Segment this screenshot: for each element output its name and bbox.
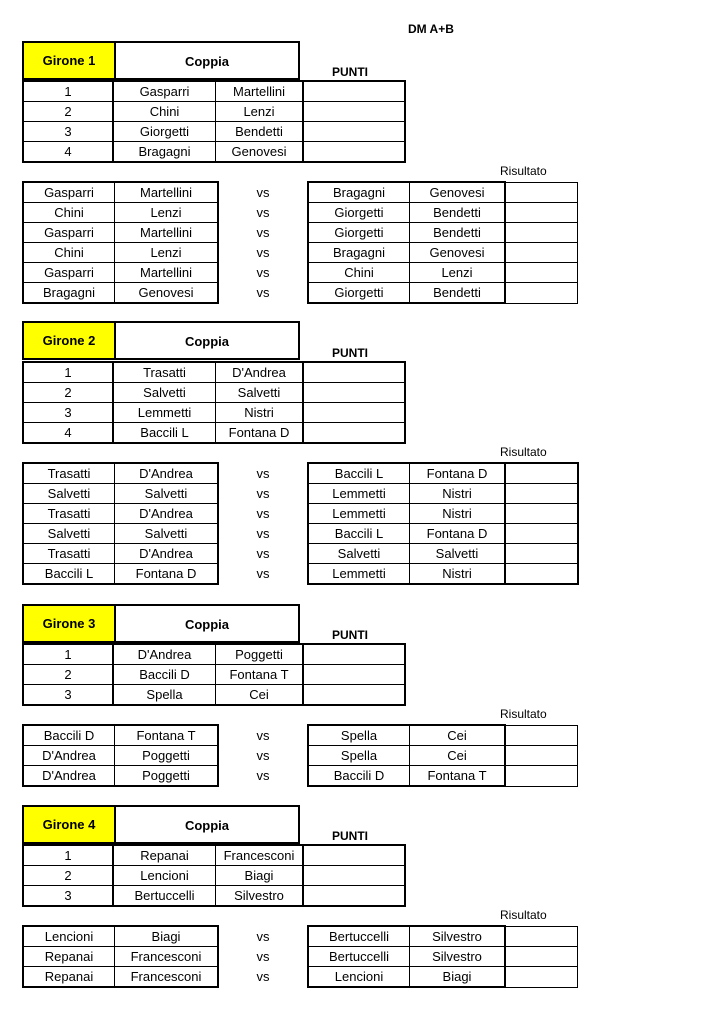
- points-cell: [303, 362, 405, 383]
- player-name: Giorgetti: [113, 122, 216, 142]
- vs-label: vs: [256, 184, 270, 200]
- player-name: Martellini: [216, 81, 304, 102]
- away-player: Giorgetti: [308, 203, 410, 223]
- home-player: D'Andrea: [23, 766, 115, 787]
- result-cell: [505, 564, 578, 585]
- home-player: Gasparri: [23, 182, 115, 203]
- away-player: Silvestro: [410, 926, 506, 947]
- table-row: [23, 665, 405, 685]
- home-player: D'Andrea: [23, 746, 115, 766]
- home-player: Genovesi: [115, 283, 219, 304]
- vs-label: vs: [256, 265, 270, 280]
- result-cell: [505, 524, 578, 544]
- match-row: [23, 243, 578, 263]
- points-cell: [303, 423, 405, 444]
- table-row: [23, 685, 405, 706]
- away-player: Salvetti: [410, 544, 506, 564]
- player-name: Silvestro: [216, 886, 304, 907]
- away-player: Baccili L: [308, 524, 410, 544]
- table-row: [23, 142, 405, 163]
- away-player: Lemmetti: [308, 564, 410, 585]
- player-name: Lencioni: [113, 866, 216, 886]
- match-row: [23, 263, 578, 283]
- away-player: Nistri: [410, 504, 506, 524]
- away-player: Biagi: [410, 967, 506, 988]
- home-player: Trasatti: [23, 544, 115, 564]
- team-number: 3: [23, 685, 113, 706]
- vs-label: vs: [256, 546, 270, 561]
- team-number: 1: [23, 644, 113, 665]
- standings-table: [22, 844, 406, 907]
- table-row: [23, 362, 405, 383]
- table-row: [23, 423, 405, 444]
- away-player: Bendetti: [410, 283, 506, 304]
- player-name: Bragagni: [113, 142, 216, 163]
- coppia-header: Coppia: [184, 617, 230, 632]
- match-row: [23, 746, 578, 766]
- standings-table: [22, 361, 406, 444]
- away-player: Lemmetti: [308, 504, 410, 524]
- player-name: Cei: [216, 685, 304, 706]
- vs-label: vs: [256, 748, 270, 763]
- home-player: Martellini: [115, 182, 219, 203]
- player-name: Baccili L: [113, 423, 216, 444]
- team-number: 2: [23, 665, 113, 685]
- away-player: Giorgetti: [308, 223, 410, 243]
- away-player: Cei: [410, 746, 506, 766]
- match-row: [23, 463, 578, 484]
- away-player: Fontana T: [410, 766, 506, 787]
- result-cell: [505, 463, 578, 484]
- home-player: Salvetti: [115, 484, 219, 504]
- match-row: [23, 947, 578, 967]
- player-name: D'Andrea: [216, 362, 304, 383]
- player-name: Salvetti: [216, 383, 304, 403]
- table-row: [23, 102, 405, 122]
- home-player: Lenzi: [115, 203, 219, 223]
- away-player: Spella: [308, 746, 410, 766]
- group-header: [22, 805, 300, 844]
- result-cell: [505, 283, 578, 304]
- player-name: Salvetti: [113, 383, 216, 403]
- matches-table: [22, 462, 579, 585]
- away-player: Fontana D: [410, 524, 506, 544]
- home-player: Gasparri: [23, 223, 115, 243]
- match-row: [23, 504, 578, 524]
- match-row: [23, 766, 578, 787]
- player-name: Chini: [113, 102, 216, 122]
- away-player: Lemmetti: [308, 484, 410, 504]
- player-name: Genovesi: [216, 142, 304, 163]
- vs-label: vs: [256, 727, 270, 743]
- player-name: Repanai: [113, 845, 216, 866]
- punti-header: PUNTI: [332, 829, 368, 843]
- match-row: [23, 544, 578, 564]
- home-player: D'Andrea: [115, 463, 219, 484]
- away-player: Lencioni: [308, 967, 410, 988]
- risultato-label: Risultato: [500, 164, 547, 178]
- result-cell: [505, 203, 578, 223]
- home-player: Francesconi: [115, 967, 219, 988]
- home-player: Fontana T: [115, 725, 219, 746]
- result-cell: [505, 223, 578, 243]
- group-name: Girone 3: [24, 606, 116, 641]
- home-player: Repanai: [23, 967, 115, 988]
- home-player: Lencioni: [23, 926, 115, 947]
- home-player: Trasatti: [23, 463, 115, 484]
- result-cell: [505, 967, 578, 988]
- table-row: [23, 81, 405, 102]
- player-name: Fontana T: [216, 665, 304, 685]
- away-player: Chini: [308, 263, 410, 283]
- vs-label: vs: [256, 465, 270, 481]
- points-cell: [303, 122, 405, 142]
- team-number: 3: [23, 403, 113, 423]
- table-row: [23, 866, 405, 886]
- home-player: Salvetti: [23, 484, 115, 504]
- team-number: 2: [23, 866, 113, 886]
- away-player: Lenzi: [410, 263, 506, 283]
- result-cell: [505, 504, 578, 524]
- vs-label: vs: [256, 245, 270, 260]
- team-number: 3: [23, 122, 113, 142]
- vs-label: vs: [256, 506, 270, 521]
- vs-label: vs: [256, 526, 270, 541]
- group-name: Girone 4: [24, 807, 116, 842]
- standings-table: [22, 643, 406, 706]
- match-row: [23, 725, 578, 746]
- points-cell: [303, 845, 405, 866]
- standings-table: [22, 80, 406, 163]
- points-cell: [303, 142, 405, 163]
- home-player: Martellini: [115, 263, 219, 283]
- table-row: [23, 122, 405, 142]
- home-player: Trasatti: [23, 504, 115, 524]
- vs-label: vs: [256, 486, 270, 501]
- home-player: Poggetti: [115, 766, 219, 787]
- risultato-label: Risultato: [500, 445, 547, 459]
- match-row: [23, 203, 578, 223]
- home-player: Salvetti: [115, 524, 219, 544]
- punti-header: PUNTI: [332, 346, 368, 360]
- document-title: DM A+B: [408, 22, 454, 36]
- vs-label: vs: [256, 969, 270, 985]
- away-player: Bertuccelli: [308, 947, 410, 967]
- result-cell: [505, 263, 578, 283]
- away-player: Bertuccelli: [308, 926, 410, 947]
- home-player: D'Andrea: [115, 544, 219, 564]
- result-cell: [505, 947, 578, 967]
- away-player: Genovesi: [410, 243, 506, 263]
- away-player: Nistri: [410, 564, 506, 585]
- match-row: [23, 926, 578, 947]
- player-name: Poggetti: [216, 644, 304, 665]
- player-name: Biagi: [216, 866, 304, 886]
- points-cell: [303, 81, 405, 102]
- home-player: Poggetti: [115, 746, 219, 766]
- matches-table: [22, 724, 578, 787]
- group-name: Girone 2: [24, 323, 116, 358]
- points-cell: [303, 644, 405, 665]
- away-player: Salvetti: [308, 544, 410, 564]
- matches-table: [22, 181, 578, 304]
- punti-header: PUNTI: [332, 628, 368, 642]
- match-row: [23, 564, 578, 585]
- away-player: Genovesi: [410, 182, 506, 203]
- away-player: Bragagni: [308, 243, 410, 263]
- punti-header: PUNTI: [332, 65, 368, 79]
- vs-label: vs: [256, 285, 270, 301]
- vs-label: vs: [256, 205, 270, 220]
- result-cell: [505, 746, 578, 766]
- away-player: Silvestro: [410, 947, 506, 967]
- player-name: Trasatti: [113, 362, 216, 383]
- points-cell: [303, 383, 405, 403]
- vs-label: vs: [256, 928, 270, 944]
- match-row: [23, 223, 578, 243]
- coppia-header: Coppia: [184, 818, 230, 833]
- team-number: 4: [23, 142, 113, 163]
- points-cell: [303, 886, 405, 907]
- away-player: Fontana D: [410, 463, 506, 484]
- risultato-label: Risultato: [500, 707, 547, 721]
- matches-table: [22, 925, 578, 988]
- result-cell: [505, 725, 578, 746]
- vs-label: vs: [256, 768, 270, 784]
- player-name: Fontana D: [216, 423, 304, 444]
- table-row: [23, 383, 405, 403]
- vs-label: vs: [256, 225, 270, 240]
- group-header: [22, 604, 300, 643]
- home-player: D'Andrea: [115, 504, 219, 524]
- match-row: [23, 484, 578, 504]
- home-player: Chini: [23, 243, 115, 263]
- away-player: Baccili D: [308, 766, 410, 787]
- away-player: Baccili L: [308, 463, 410, 484]
- vs-label: vs: [256, 949, 270, 964]
- points-cell: [303, 403, 405, 423]
- team-number: 3: [23, 886, 113, 907]
- away-player: Cei: [410, 725, 506, 746]
- home-player: Biagi: [115, 926, 219, 947]
- group-name: Girone 1: [24, 43, 116, 78]
- home-player: Baccili L: [23, 564, 115, 585]
- away-player: Bendetti: [410, 223, 506, 243]
- vs-label: vs: [256, 566, 270, 582]
- match-row: [23, 967, 578, 988]
- player-name: Gasparri: [113, 81, 216, 102]
- player-name: Baccili D: [113, 665, 216, 685]
- home-player: Martellini: [115, 223, 219, 243]
- table-row: [23, 886, 405, 907]
- match-row: [23, 182, 578, 203]
- home-player: Chini: [23, 203, 115, 223]
- player-name: Bendetti: [216, 122, 304, 142]
- team-number: 2: [23, 383, 113, 403]
- team-number: 1: [23, 81, 113, 102]
- match-row: [23, 524, 578, 544]
- player-name: Bertuccelli: [113, 886, 216, 907]
- risultato-label: Risultato: [500, 908, 547, 922]
- player-name: Nistri: [216, 403, 304, 423]
- home-player: Fontana D: [115, 564, 219, 585]
- away-player: Giorgetti: [308, 283, 410, 304]
- points-cell: [303, 866, 405, 886]
- team-number: 1: [23, 362, 113, 383]
- result-cell: [505, 544, 578, 564]
- group-header: [22, 41, 300, 80]
- away-player: Bragagni: [308, 182, 410, 203]
- table-row: [23, 403, 405, 423]
- home-player: Francesconi: [115, 947, 219, 967]
- result-cell: [505, 766, 578, 787]
- team-number: 2: [23, 102, 113, 122]
- away-player: Bendetti: [410, 203, 506, 223]
- player-name: Lenzi: [216, 102, 304, 122]
- away-player: Nistri: [410, 484, 506, 504]
- result-cell: [505, 926, 578, 947]
- coppia-header: Coppia: [184, 54, 230, 69]
- player-name: Spella: [113, 685, 216, 706]
- player-name: D'Andrea: [113, 644, 216, 665]
- result-cell: [505, 243, 578, 263]
- home-player: Salvetti: [23, 524, 115, 544]
- away-player: Spella: [308, 725, 410, 746]
- player-name: Francesconi: [216, 845, 304, 866]
- coppia-header: Coppia: [184, 334, 230, 349]
- result-cell: [505, 182, 578, 203]
- home-player: Repanai: [23, 947, 115, 967]
- table-row: [23, 845, 405, 866]
- player-name: Lemmetti: [113, 403, 216, 423]
- points-cell: [303, 685, 405, 706]
- team-number: 4: [23, 423, 113, 444]
- table-row: [23, 644, 405, 665]
- team-number: 1: [23, 845, 113, 866]
- home-player: Bragagni: [23, 283, 115, 304]
- result-cell: [505, 484, 578, 504]
- group-header: [22, 321, 300, 360]
- home-player: Lenzi: [115, 243, 219, 263]
- match-row: [23, 283, 578, 304]
- points-cell: [303, 665, 405, 685]
- home-player: Baccili D: [23, 725, 115, 746]
- points-cell: [303, 102, 405, 122]
- home-player: Gasparri: [23, 263, 115, 283]
